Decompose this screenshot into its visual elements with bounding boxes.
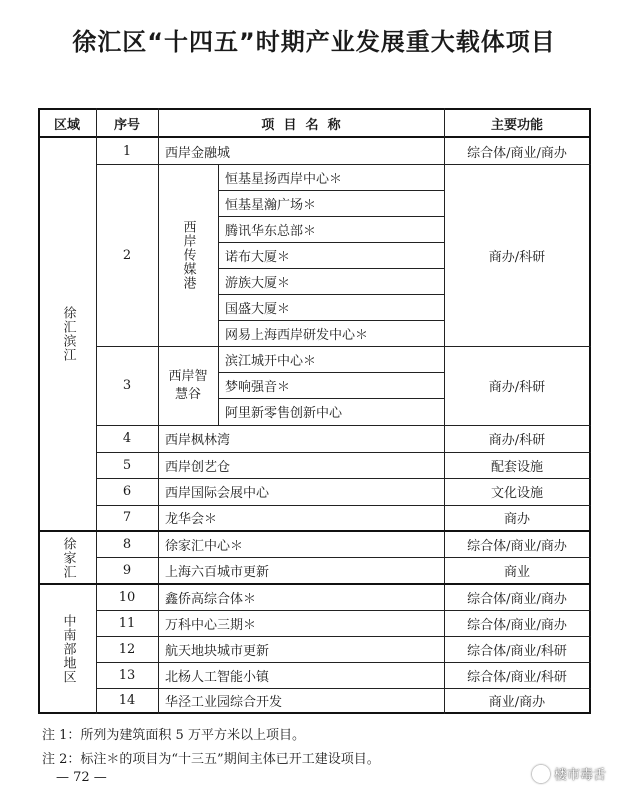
project-name: 上海六百城市更新 (165, 564, 270, 580)
project-name: 龙华会＊ (165, 512, 218, 527)
row-number: 6 (122, 484, 132, 499)
watermark-text: 楼市毒舌 (554, 768, 607, 783)
row-number: 1 (122, 143, 132, 159)
region-label: 徐汇滨江 (60, 306, 76, 362)
project-name: 西岸国际会展中心 (165, 486, 270, 501)
row-number: 14 (118, 692, 136, 708)
project-function: 配套设施 (490, 459, 543, 475)
watermark (532, 764, 606, 783)
row-number: 5 (122, 457, 132, 473)
row-number: 9 (122, 562, 132, 578)
project-function: 综合体/商业/商办 (467, 539, 567, 554)
sub-project-name: 恒基星扬西岸中心＊ (225, 171, 343, 187)
page-number: — 72 — (56, 770, 107, 785)
project-name: 西岸创艺仓 (165, 459, 231, 475)
project-function: 商办/科研 (488, 380, 546, 395)
header-no: 序号 (113, 117, 140, 133)
project-name: 华泾工业园综合开发 (165, 694, 283, 710)
project-name: 北杨人工智能小镇 (165, 669, 270, 685)
footnote: 注 1：所列为建筑面积 5 万平方米以上项目。 (42, 728, 305, 743)
project-function: 综合体/商业/商办 (467, 617, 567, 633)
sub-project-name: 梦响强音＊ (225, 379, 291, 395)
project-function: 商业 (503, 564, 530, 580)
sub-project-name: 网易上海西岸研发中心＊ (225, 327, 369, 343)
sub-project-name: 国盛大厦＊ (225, 301, 291, 317)
project-group-name: 西岸传媒港 (180, 220, 196, 290)
row-number: 8 (122, 537, 132, 552)
camera-icon (532, 765, 550, 783)
header-func: 主要功能 (490, 117, 543, 133)
project-function: 综合体/商业/商办 (467, 145, 567, 161)
sub-project-name: 游族大厦＊ (225, 275, 291, 291)
sub-project-name: 滨江城开中心＊ (225, 353, 317, 369)
project-group-name: 西岸智慧谷 (168, 368, 208, 402)
project-name: 鑫侨高综合体＊ (165, 592, 257, 607)
projects-table (38, 108, 591, 714)
region-label: 中南部地区 (60, 613, 76, 684)
row-number: 4 (122, 431, 132, 446)
row-number: 3 (122, 378, 132, 393)
project-function: 综合体/商业/科研 (467, 643, 567, 659)
sub-project-name: 阿里新零售创新中心 (225, 406, 343, 421)
project-function: 综合体/商业/科研 (467, 669, 567, 685)
project-function: 文化设施 (490, 486, 543, 501)
project-function: 综合体/商业/商办 (467, 592, 567, 607)
project-function: 商办/科研 (488, 433, 546, 448)
project-name: 航天地块城市更新 (165, 643, 270, 659)
project-name: 万科中心三期＊ (165, 617, 257, 633)
row-number: 7 (122, 510, 132, 525)
row-number: 12 (118, 641, 136, 657)
sub-project-name: 腾讯华东总部＊ (225, 223, 317, 239)
sub-project-name: 恒基星瀚广场＊ (225, 197, 317, 213)
row-number: 13 (118, 667, 136, 683)
row-number: 10 (118, 590, 136, 605)
project-function: 商办/科研 (488, 249, 546, 265)
project-function: 商办 (503, 512, 530, 527)
header-name: 项 目 名 称 (261, 117, 341, 133)
project-name: 徐家汇中心＊ (165, 539, 244, 554)
project-name: 西岸金融城 (165, 145, 231, 161)
footnote: 注 2：标注＊的项目为“十三五”期间主体已开工建设项目。 (42, 752, 380, 767)
sub-project-name: 诺布大厦＊ (225, 249, 291, 265)
page-title: 徐汇区“十四五”时期产业发展重大载体项目 (72, 28, 556, 56)
region-label: 徐家汇 (60, 536, 76, 579)
project-function: 商业/商办 (488, 694, 546, 710)
header-region: 区域 (53, 117, 80, 133)
row-number: 11 (118, 615, 136, 631)
project-name: 西岸枫林湾 (165, 433, 231, 448)
row-number: 2 (122, 247, 132, 263)
